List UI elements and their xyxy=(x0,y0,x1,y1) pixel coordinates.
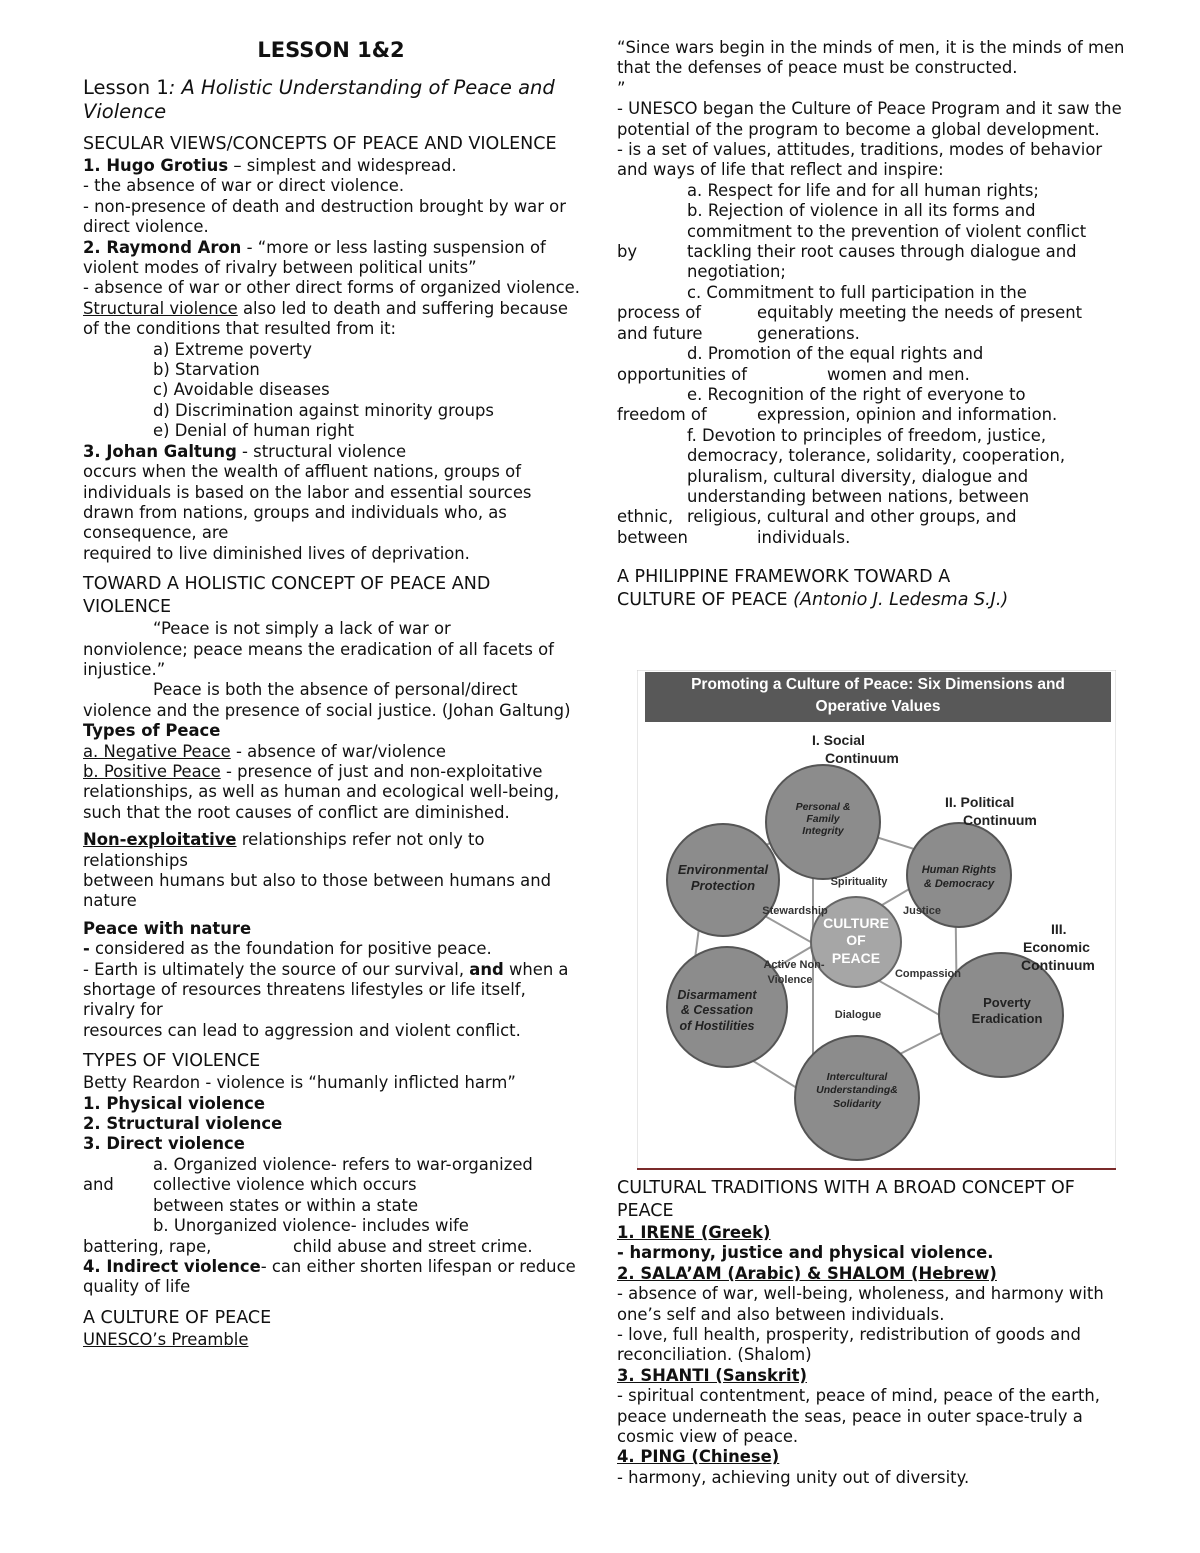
holistic-heading: TOWARD A HOLISTIC CONCEPT OF PEACE AND xyxy=(83,574,491,595)
economic-label: III. xyxy=(1051,921,1067,937)
quote-line: nonviolence; peace means the eradication of all facets of injustice.” xyxy=(83,639,554,679)
value-item-row xyxy=(617,405,1129,425)
value-item: a. Respect for life and for all human rights; xyxy=(687,180,1039,200)
hang-label: by xyxy=(617,242,638,262)
nature-point-text: considered as the foundation for positive peace. xyxy=(89,939,492,959)
personal-label: Integrity xyxy=(802,825,844,837)
galtung-line xyxy=(83,442,583,462)
non-exploitative-text xyxy=(83,830,583,871)
culture-of-peace-heading: A CULTURE OF PEACE xyxy=(83,1307,272,1328)
value-item: negotiation; xyxy=(687,262,786,282)
value-item-text: women and men. xyxy=(827,364,970,384)
direct-violence-a: a. Organized violence- refers to war-organized xyxy=(153,1154,533,1174)
center-label: OF xyxy=(846,932,866,948)
value-spirituality: Spirituality xyxy=(830,876,888,888)
left-column xyxy=(83,36,583,1350)
value-item-row xyxy=(617,324,1129,344)
preamble-quote-end: ” xyxy=(617,78,626,98)
grotius-point: - non-presence of death and destruction brought by war or direct violence. xyxy=(83,196,566,237)
violence-type: 2. Structural violence xyxy=(83,1114,283,1134)
tradition-salaam: 2. SALA’AM (Arabic) & SHALOM (Hebrew) xyxy=(617,1263,997,1283)
value-active-nonviolence: Active Non- xyxy=(763,959,825,971)
hang-label: freedom of xyxy=(617,405,707,425)
value-compassion: Compassion xyxy=(894,968,962,980)
nature-point-text: when a shortage of resources threatens lifestyles or life itself, rivalry for xyxy=(83,959,569,1020)
condition-item: a) Extreme poverty xyxy=(153,339,312,359)
value-item-row xyxy=(617,303,1129,323)
condition-item: e) Denial of human right xyxy=(153,421,355,441)
tradition-salaam-text: - love, full health, prosperity, redistribution of goods and xyxy=(617,1325,1081,1345)
negative-peace-desc: - absence of war/violence xyxy=(230,741,446,761)
condition-item: b) Starvation xyxy=(153,360,260,380)
negative-peace-label: a. Negative Peace xyxy=(83,741,231,761)
direct-violence-b: b. Unorganized violence- includes wife xyxy=(153,1216,469,1236)
direct-violence-a: between states or within a state xyxy=(153,1195,419,1215)
disarmament-label: of Hostilities xyxy=(679,1019,755,1033)
positive-peace-desc: - presence of just and non-exploitative relationships, as well as human and ecological well-being, such that the root causes of conflict are diminished. xyxy=(83,761,560,822)
hang-label: and future xyxy=(617,323,703,343)
rights-label: & Democracy xyxy=(923,878,995,890)
culture-of-peace-diagram xyxy=(637,670,1116,1170)
tradition-shanti: 3. SHANTI (Sanskrit) xyxy=(617,1365,807,1385)
page-title: LESSON 1&2 xyxy=(257,38,405,62)
direct-violence-a-text: collective violence which occurs xyxy=(153,1175,417,1195)
tradition-salaam-text: reconciliation. (Shalom) xyxy=(617,1345,812,1365)
philippine-framework-heading: A PHILIPPINE FRAMEWORK TOWARD A xyxy=(617,567,951,588)
value-item: pluralism, cultural diversity, dialogue and xyxy=(687,466,1029,486)
nature-point: resources can lead to aggression and violent conflict. xyxy=(83,1020,521,1040)
economic-label: Continuum xyxy=(1021,957,1095,973)
author: (Antonio J. Ledesma S.J.) xyxy=(793,590,1009,611)
value-item: democracy, tolerance, solidarity, cooperation, xyxy=(687,446,1066,466)
cultural-traditions-heading: CULTURAL TRADITIONS WITH A BROAD CONCEPT OF PEACE xyxy=(617,1178,1075,1221)
tradition-irene-text: - harmony, justice and physical violence. xyxy=(617,1243,994,1263)
preamble-quote: “Since wars begin in the minds of men, it is the minds of men that the defenses of peace must be constructed. xyxy=(617,38,1125,78)
value-item-text: religious, cultural and other groups, and xyxy=(687,507,1017,527)
banner-line-2: Operative Values xyxy=(815,698,941,715)
grotius-desc: – simplest and widespread. xyxy=(228,156,457,175)
value-item: e. Recognition of the right of everyone to xyxy=(687,384,1026,404)
hang-label: opportunities of xyxy=(617,364,747,384)
galtung-desc: - structural violence xyxy=(236,441,407,461)
tradition-irene: 1. IRENE (Greek) xyxy=(617,1223,771,1242)
right-column xyxy=(617,38,1129,612)
violence-type: 1. Physical violence xyxy=(83,1093,265,1113)
value-stewardship: Stewardship xyxy=(762,905,828,917)
grotius-name: 1. Hugo Grotius xyxy=(83,156,229,175)
violence-type: 3. Direct violence xyxy=(83,1134,245,1154)
quote-line: “Peace is not simply a lack of war or xyxy=(153,619,451,639)
right-column-lower xyxy=(617,1177,1129,1488)
grotius-line xyxy=(83,156,583,176)
poverty-label: Eradication xyxy=(971,1011,1043,1026)
unesco-text: potential of the program to become a global development. xyxy=(617,119,1100,139)
galtung-text: occurs when the wealth of affluent nations, groups of individuals is based on the labor and essential sources drawn from nations, groups and individuals who, as consequence, are xyxy=(83,462,532,543)
direct-violence-a-row xyxy=(83,1175,583,1195)
quote-line: violence and the presence of social justice. (Johan Galtung) xyxy=(83,700,571,720)
disarmament-label: & Cessation xyxy=(680,1003,754,1017)
value-item: f. Devotion to principles of freedom, justice, xyxy=(687,425,1047,445)
indirect-violence xyxy=(83,1257,583,1298)
quote-line: Peace is both the absence of personal/direct xyxy=(153,680,518,700)
types-of-peace-heading: Types of Peace xyxy=(83,721,221,741)
nature-point xyxy=(83,960,583,1021)
hang-label: battering, rape, xyxy=(83,1236,212,1256)
tradition-salaam-text: - absence of war, well-being, wholeness, and harmony with one’s self and also between individuals. xyxy=(617,1284,1104,1324)
structural-text xyxy=(83,299,583,340)
value-item: d. Promotion of the equal rights and xyxy=(687,344,984,364)
value-item-text: equitably meeting the needs of present xyxy=(757,303,1083,323)
condition-item: d) Discrimination against minority groups xyxy=(153,400,494,420)
personal-label: Personal & xyxy=(795,801,851,813)
aron-name: 2. Raymond Aron xyxy=(83,237,242,257)
value-item-text: tackling their root causes through dialogue and xyxy=(687,242,1077,262)
non-exploitative-text: between humans but also to those between humans and nature xyxy=(83,871,552,911)
social-label: I. Social xyxy=(812,732,865,748)
nature-and: and xyxy=(469,959,504,979)
value-item-row xyxy=(617,528,1129,548)
indirect-violence-desc: - can either shorten lifespan or reduce quality of life xyxy=(83,1256,576,1297)
rights-label: Human Rights xyxy=(921,864,997,876)
value-item-text: expression, opinion and information. xyxy=(757,405,1058,425)
social-label: Continuum xyxy=(825,750,899,766)
indirect-violence-label: 4. Indirect violence xyxy=(83,1256,261,1276)
positive-peace-label: b. Positive Peace xyxy=(83,761,221,781)
lesson1-subtitle: : A Holistic Understanding of Peace and Violence xyxy=(83,76,555,123)
non-exploitative-desc: relationships refer not only to relationships xyxy=(83,830,485,870)
lesson1-label: Lesson 1 xyxy=(83,76,169,99)
value-item-row xyxy=(617,242,1129,262)
nature-point-text: - Earth is ultimately the source of our survival, xyxy=(83,959,470,979)
intercultural-label: Intercultural xyxy=(826,1071,888,1083)
philippine-framework-heading xyxy=(617,589,1129,612)
lesson1-title xyxy=(83,76,583,124)
structural-desc: also led to death and suffering because of the conditions that resulted from it: xyxy=(83,298,569,339)
hang-label: between xyxy=(617,527,688,547)
value-item: understanding between nations, between xyxy=(687,486,1030,506)
peace-with-nature-heading: Peace with nature xyxy=(83,918,252,938)
political-label: Continuum xyxy=(963,812,1037,828)
secular-heading: SECULAR VIEWS/CONCEPTS OF PEACE AND VIOLENCE xyxy=(83,134,557,154)
personal-label: Family xyxy=(806,813,840,825)
poverty-label: Poverty xyxy=(983,995,1031,1010)
disarmament-label: Disarmament xyxy=(677,988,757,1002)
reardon-line: Betty Reardon - violence is “humanly inflicted harm” xyxy=(83,1073,516,1093)
value-active-nonviolence: Violence xyxy=(767,974,813,986)
value-item-text: individuals. xyxy=(757,527,851,547)
nature-point xyxy=(83,939,583,959)
heading-text: CULTURE OF PEACE xyxy=(617,590,794,611)
non-exploitative-label: Non-exploitative xyxy=(83,830,237,850)
unesco-preamble: UNESCO’s Preamble xyxy=(83,1329,249,1349)
value-item: b. Rejection of violence in all its forms and xyxy=(687,201,1036,221)
grotius-point: - the absence of war or direct violence. xyxy=(83,176,405,196)
condition-item: c) Avoidable diseases xyxy=(153,380,330,400)
positive-peace xyxy=(83,762,583,823)
value-item-text: generations. xyxy=(757,323,860,343)
galtung-name: 3. Johan Galtung xyxy=(83,441,237,461)
environment-label: Protection xyxy=(690,878,756,893)
tradition-shanti-text: - spiritual contentment, peace of mind, peace of the earth, peace underneath the seas, peace in outer space-truly a cosmic view of peace. xyxy=(617,1386,1101,1447)
unesco-text: - is a set of values, attitudes, traditions, modes of behavior and ways of life that reflect and inspire: xyxy=(617,140,1103,180)
direct-violence-b-text: child abuse and street crime. xyxy=(293,1236,533,1256)
value-item-row xyxy=(617,507,1129,527)
direct-violence-b-row xyxy=(83,1237,583,1257)
center-label: CULTURE xyxy=(823,915,889,931)
aron-point: - absence of war or other direct forms of organized violence. xyxy=(83,278,580,298)
unesco-text: - UNESCO began the Culture of Peace Program and it saw the xyxy=(617,99,1122,119)
center-label: PEACE xyxy=(831,950,881,966)
economic-label: Economic xyxy=(1023,939,1090,955)
types-of-violence-heading: TYPES OF VIOLENCE xyxy=(83,1051,261,1072)
negative-peace xyxy=(83,742,583,762)
structural-label: Structural violence xyxy=(83,298,238,318)
galtung-text: required to live diminished lives of deprivation. xyxy=(83,543,470,563)
value-item: c. Commitment to full participation in the xyxy=(687,282,1027,302)
value-justice: Justice xyxy=(903,905,941,917)
aron-desc: - “more or less lasting suspension of violent modes of rivalry between political units” xyxy=(83,237,546,278)
value-item: commitment to the prevention of violent conflict xyxy=(687,221,1087,241)
nature-dash: - xyxy=(83,939,90,959)
tradition-ping: 4. PING (Chinese) xyxy=(617,1447,780,1467)
value-dialogue: Dialogue xyxy=(834,1009,882,1021)
aron-line xyxy=(83,238,583,279)
tradition-ping-text: - harmony, achieving unity out of diversity. xyxy=(617,1467,970,1487)
hang-label: and xyxy=(83,1175,114,1195)
holistic-heading: VIOLENCE xyxy=(83,597,172,618)
political-label: II. Political xyxy=(945,794,1015,810)
banner-line-1: Promoting a Culture of Peace: Six Dimensions and xyxy=(691,676,1065,693)
value-item-row xyxy=(617,365,1129,385)
hang-label: ethnic, xyxy=(617,507,674,527)
intercultural-label: Solidarity xyxy=(833,1098,881,1110)
intercultural-label: Understanding& xyxy=(816,1084,898,1096)
environment-label: Environmental xyxy=(677,862,769,877)
hang-label: process of xyxy=(617,303,701,323)
